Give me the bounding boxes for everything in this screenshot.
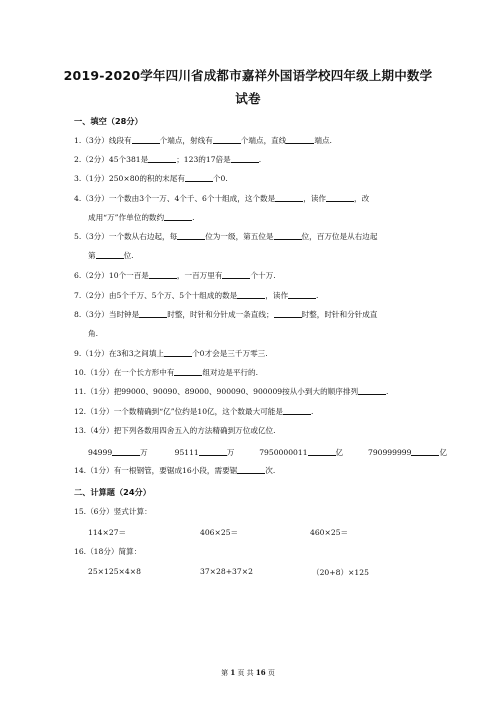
calc-item: 114×27＝ (88, 528, 127, 537)
question-9: 9.（1分）在3和3之间填上 个0才会是三千万零三. (74, 349, 268, 358)
calc-item: 460×25＝ (310, 528, 349, 537)
page-title-line2: 试卷 (235, 91, 261, 106)
page-title: 2019-2020学年四川省成都市嘉祥外国语学校四年级上期中数学 (63, 68, 433, 83)
question-3: 3.（1分）250×80的积的末尾有 个0. (74, 174, 228, 183)
page-total: 16 (255, 668, 266, 677)
question-11: 11.（1分）把99000、90090、89000、900090、900009按从小到大的顺序排列 . (74, 387, 389, 396)
answer-blank[interactable] (283, 407, 311, 415)
answer-blank[interactable] (411, 448, 439, 456)
answer-blank[interactable] (274, 310, 302, 318)
answer-blank[interactable] (274, 232, 302, 240)
answer-blank[interactable] (164, 213, 192, 221)
answer-blank[interactable] (237, 291, 265, 299)
question-13-items: 94999 万 95111 万 7950000011 亿 790999999 亿 (88, 448, 448, 457)
answer-blank[interactable] (326, 194, 354, 202)
answer-blank[interactable] (177, 232, 205, 240)
answer-blank[interactable] (148, 155, 176, 163)
question-13: 13.（4分）把下列各数用四舍五入的方法精确到万位或亿位. (74, 426, 276, 435)
question-14: 14.（1分）有一根钢管，要锯成16小段，需要锯 次. (74, 466, 276, 475)
calc-item: 406×25＝ (200, 528, 239, 537)
calc-item: 37×28+37×2 (200, 567, 253, 576)
question-5-cont: 第 位. (88, 251, 134, 260)
question-6: 6.（2分）10个一百是 ，一百万里有 个十万. (74, 271, 276, 280)
answer-blank[interactable] (308, 448, 336, 456)
answer-blank[interactable] (185, 174, 213, 182)
question-12: 12.（1分）一个数精确到“亿”位约是10亿，这个数最大可能是 . (74, 407, 314, 416)
answer-blank[interactable] (213, 136, 241, 144)
answer-blank[interactable] (237, 466, 265, 474)
answer-blank[interactable] (222, 271, 250, 279)
question-5: 5.（3分）一个数从右边起，每 位为一级，第五位是 位，百万位是从右边起 (74, 232, 378, 241)
question-10: 10.（1分）在一个长方形中有 组对边是平行的. (74, 368, 259, 377)
answer-blank[interactable] (288, 291, 316, 299)
answer-blank[interactable] (164, 349, 192, 357)
question-8: 8.（3分）当时钟是 时整，时针和分针成一条直线； 时整，时针和分针成直 (74, 310, 378, 319)
question-15: 15.（6分）竖式计算： (74, 507, 152, 516)
answer-blank[interactable] (139, 310, 167, 318)
calc-item: 25×125×4×8 (88, 567, 141, 576)
calc-item: （20+8）×125 (312, 568, 369, 577)
section-fill-blank: 一、填空（28分） (74, 116, 143, 126)
answer-blank[interactable] (112, 448, 140, 456)
answer-blank[interactable] (149, 271, 177, 279)
question-1: 1.（3分）线段有 个端点，射线有 个端点，直线 端点. (74, 136, 332, 145)
page-footer: 第 1 页 共 16 页 (221, 668, 275, 677)
answer-blank[interactable] (358, 387, 386, 395)
question-4: 4.（3分）一个数由3个一万、4个千、6个十组成，这个数是 ，读作 ，改 (74, 194, 370, 203)
section-calculation: 二、计算题（24分） (74, 487, 151, 497)
answer-blank[interactable] (174, 368, 202, 376)
answer-blank[interactable] (96, 251, 124, 259)
page-number: 1 (230, 668, 236, 677)
answer-blank[interactable] (275, 194, 303, 202)
answer-blank[interactable] (231, 155, 259, 163)
answer-blank[interactable] (132, 136, 160, 144)
question-16: 16.（18分）简算： (74, 547, 142, 556)
question-4-cont: 成用“万”作单位的数约 . (88, 213, 195, 222)
question-8-cont: 角. (88, 329, 99, 338)
question-7: 7.（2分）由5个千万、5个万、5个十组成的数是 ，读作 . (74, 291, 319, 300)
question-2: 2.（2分）45个381是 ；123的17倍是 . (74, 155, 262, 164)
answer-blank[interactable] (286, 136, 314, 144)
answer-blank[interactable] (199, 448, 227, 456)
